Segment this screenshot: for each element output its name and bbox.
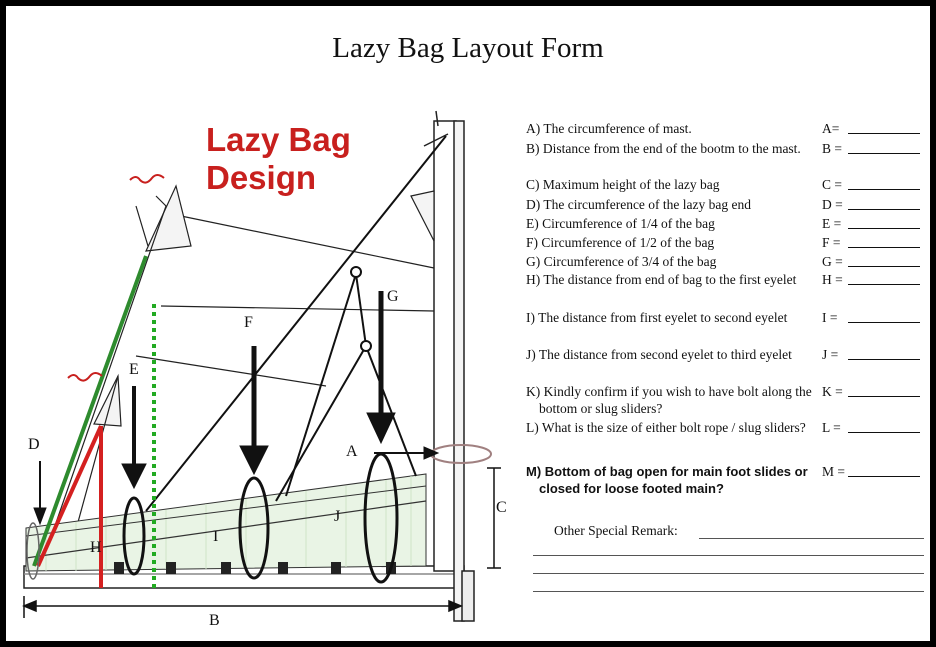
answer-label: H = [822,272,843,287]
page-title: Lazy Bag Layout Form [332,32,604,64]
question-text: L) What is the size of either bolt rope / slug sliders? [526,420,806,435]
answer-field-j[interactable] [848,346,920,360]
form-frame [6,6,930,641]
answer-label: E = [822,216,842,231]
mast [424,111,474,621]
answer-field-k[interactable] [848,383,920,397]
squiggle-1 [130,175,164,183]
remark-line-3[interactable] [533,573,924,574]
answer-label: K = [822,384,843,399]
label-g: G [387,288,399,305]
remark-line-4[interactable] [533,591,924,592]
answer-field-a[interactable] [848,120,920,134]
question-text: D) The circumference of the lazy bag end [526,197,752,212]
headline [206,121,351,197]
question-text: B) Distance from the end of the bootm to the mast. [526,141,801,156]
answer-label: M = [822,464,845,479]
answer-field-m[interactable] [848,463,920,477]
answer-field-e[interactable] [848,215,920,229]
other-remark-field[interactable] [699,538,924,539]
answer-label: G = [822,254,843,269]
answer-field-d[interactable] [848,196,920,210]
squiggle-2 [68,373,102,381]
headline-line-2: Design [206,159,317,196]
answer-field-h[interactable] [848,271,920,285]
answer-field-c[interactable] [848,176,920,190]
label-b: B [209,612,220,629]
question-text: J) The distance from second eyelet to third eyelet [526,347,792,362]
label-a: A [346,443,358,460]
remark-line-2[interactable] [533,555,924,556]
answer-label: A= [822,121,840,136]
headline-line-1: Lazy Bag [206,121,351,158]
label-e: E [129,361,139,378]
answer-label: I = [822,310,838,325]
question-text: H) The distance from end of bag to the first eyelet [526,272,797,287]
label-c: C [496,499,507,516]
label-d: D [28,436,40,453]
answer-label: F = [822,235,841,250]
answer-field-g[interactable] [848,253,920,267]
answer-label: C = [822,177,842,192]
question-text: C) Maximum height of the lazy bag [526,177,720,192]
answer-field-b[interactable] [848,140,920,154]
question-text: E) Circumference of 1/4 of the bag [526,216,715,231]
answer-label: D = [822,197,843,212]
answer-label: J = [822,347,839,362]
answer-field-i[interactable] [848,309,920,323]
question-text: G) Circumference of 3/4 of the bag [526,254,717,269]
answer-label: B = [822,141,842,156]
answer-field-l[interactable] [848,419,920,433]
question-text: M) Bottom of bag open for main foot slides or closed for loose footed main? [526,464,808,496]
answer-field-f[interactable] [848,234,920,248]
other-remark-label: Other Special Remark: [554,523,678,538]
question-text: I) The distance from first eyelet to second eyelet [526,310,788,325]
question-text: K) Kindly confirm if you wish to have bolt along the bottom or slug sliders? [526,384,812,416]
label-j: J [334,508,341,525]
label-i: I [213,528,219,545]
label-h: H [90,539,102,556]
question-text: F) Circumference of 1/2 of the bag [526,235,715,250]
label-f: F [244,314,253,331]
question-text: A) The circumference of mast. [526,121,692,136]
answer-label: L = [822,420,841,435]
